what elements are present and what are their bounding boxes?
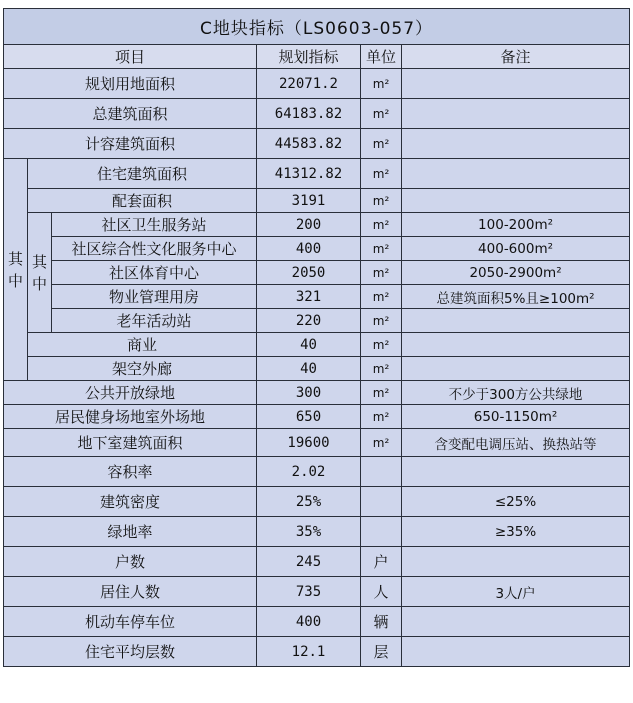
table-row (4, 261, 630, 285)
row-note (402, 357, 630, 381)
row-value: 12.1 (257, 637, 361, 667)
row-note (402, 159, 630, 189)
row-label: 居民健身场地室外场地 (4, 405, 257, 429)
row-note (402, 129, 630, 159)
header-unit: 单位 (361, 45, 402, 69)
row-unit (361, 457, 402, 487)
row-note (402, 309, 630, 333)
row-value: 22071.2 (257, 69, 361, 99)
row-unit: m² (361, 261, 402, 285)
row-value: 650 (257, 405, 361, 429)
table-row (4, 189, 630, 213)
group-inner-char: 其 (31, 252, 47, 271)
table-row (4, 333, 630, 357)
row-unit: m² (361, 237, 402, 261)
row-note: 100-200m² (402, 213, 630, 237)
row-label: 建筑密度 (4, 487, 257, 517)
row-unit (361, 517, 402, 547)
group-inner-char: 中 (31, 274, 47, 293)
row-label: 容积率 (4, 457, 257, 487)
row-value: 64183.82 (257, 99, 361, 129)
table-row (4, 487, 630, 517)
row-label: 社区综合性文化服务中心 (52, 237, 257, 261)
row-unit: 层 (361, 637, 402, 667)
row-unit: 辆 (361, 607, 402, 637)
row-value: 40 (257, 333, 361, 357)
header-row (4, 45, 630, 69)
header-item: 项目 (4, 45, 257, 69)
row-note: ≥35% (402, 517, 630, 547)
row-value: 40 (257, 357, 361, 381)
row-label: 住宅平均层数 (4, 637, 257, 667)
row-value: 245 (257, 547, 361, 577)
table-row (4, 607, 630, 637)
table-row (4, 457, 630, 487)
row-value: 3191 (257, 189, 361, 213)
table-row (4, 637, 630, 667)
row-value: 400 (257, 607, 361, 637)
table-row (4, 429, 630, 457)
table-row (4, 213, 630, 237)
row-note (402, 547, 630, 577)
row-unit: m² (361, 189, 402, 213)
row-label: 总建筑面积 (4, 99, 257, 129)
row-label: 公共开放绿地 (4, 381, 257, 405)
row-note (402, 637, 630, 667)
row-value: 2.02 (257, 457, 361, 487)
row-value: 19600 (257, 429, 361, 457)
row-note: 含变配电调压站、换热站等 (402, 429, 630, 457)
row-label: 户数 (4, 547, 257, 577)
table-row (4, 285, 630, 309)
row-note: 650-1150m² (402, 405, 630, 429)
row-label: 社区卫生服务站 (52, 213, 257, 237)
table-row (4, 309, 630, 333)
row-value: 220 (257, 309, 361, 333)
row-unit: 人 (361, 577, 402, 607)
indicator-table (3, 8, 630, 667)
row-unit: m² (361, 429, 402, 457)
table-row (4, 99, 630, 129)
header-note: 备注 (402, 45, 630, 69)
row-label: 居住人数 (4, 577, 257, 607)
table-title-row (4, 9, 630, 45)
row-unit (361, 487, 402, 517)
row-unit: m² (361, 213, 402, 237)
group-inner-label (28, 213, 52, 333)
table-row (4, 159, 630, 189)
row-note (402, 189, 630, 213)
row-unit: m² (361, 357, 402, 381)
row-note: 2050-2900m² (402, 261, 630, 285)
indicator-table-container (3, 8, 629, 667)
row-note: 3人/户 (402, 577, 630, 607)
row-note: 总建筑面积5%且≥100m² (402, 285, 630, 309)
row-value: 41312.82 (257, 159, 361, 189)
table-row (4, 577, 630, 607)
row-label: 绿地率 (4, 517, 257, 547)
row-value: 44583.82 (257, 129, 361, 159)
row-value: 735 (257, 577, 361, 607)
row-unit: m² (361, 99, 402, 129)
row-unit: m² (361, 69, 402, 99)
header-value: 规划指标 (257, 45, 361, 69)
row-label: 住宅建筑面积 (28, 159, 257, 189)
row-label: 老年活动站 (52, 309, 257, 333)
table-title: C地块指标（LS0603-057） (4, 9, 630, 45)
row-value: 200 (257, 213, 361, 237)
row-value: 25% (257, 487, 361, 517)
group-outer-char: 其 (7, 249, 23, 268)
row-unit: 户 (361, 547, 402, 577)
row-note: 400-600m² (402, 237, 630, 261)
row-value: 35% (257, 517, 361, 547)
row-value: 321 (257, 285, 361, 309)
row-unit: m² (361, 333, 402, 357)
row-note (402, 333, 630, 357)
row-unit: m² (361, 285, 402, 309)
row-label: 地下室建筑面积 (4, 429, 257, 457)
group-outer-label (4, 159, 28, 381)
row-label: 社区体育中心 (52, 261, 257, 285)
row-value: 400 (257, 237, 361, 261)
row-note: ≤25% (402, 487, 630, 517)
row-value: 2050 (257, 261, 361, 285)
row-label: 架空外廊 (28, 357, 257, 381)
table-row (4, 517, 630, 547)
row-note (402, 69, 630, 99)
row-label: 计容建筑面积 (4, 129, 257, 159)
row-label: 商业 (28, 333, 257, 357)
table-row (4, 129, 630, 159)
row-unit: m² (361, 405, 402, 429)
row-note (402, 99, 630, 129)
row-unit: m² (361, 159, 402, 189)
row-value: 300 (257, 381, 361, 405)
row-note (402, 457, 630, 487)
row-note (402, 607, 630, 637)
table-row (4, 405, 630, 429)
row-note: 不少于300方公共绿地 (402, 381, 630, 405)
table-row (4, 547, 630, 577)
row-unit: m² (361, 129, 402, 159)
table-row (4, 357, 630, 381)
row-label: 规划用地面积 (4, 69, 257, 99)
row-label: 配套面积 (28, 189, 257, 213)
group-outer-char: 中 (7, 271, 23, 290)
table-row (4, 237, 630, 261)
row-unit: m² (361, 309, 402, 333)
row-unit: m² (361, 381, 402, 405)
table-row (4, 69, 630, 99)
row-label: 物业管理用房 (52, 285, 257, 309)
table-row (4, 381, 630, 405)
row-label: 机动车停车位 (4, 607, 257, 637)
